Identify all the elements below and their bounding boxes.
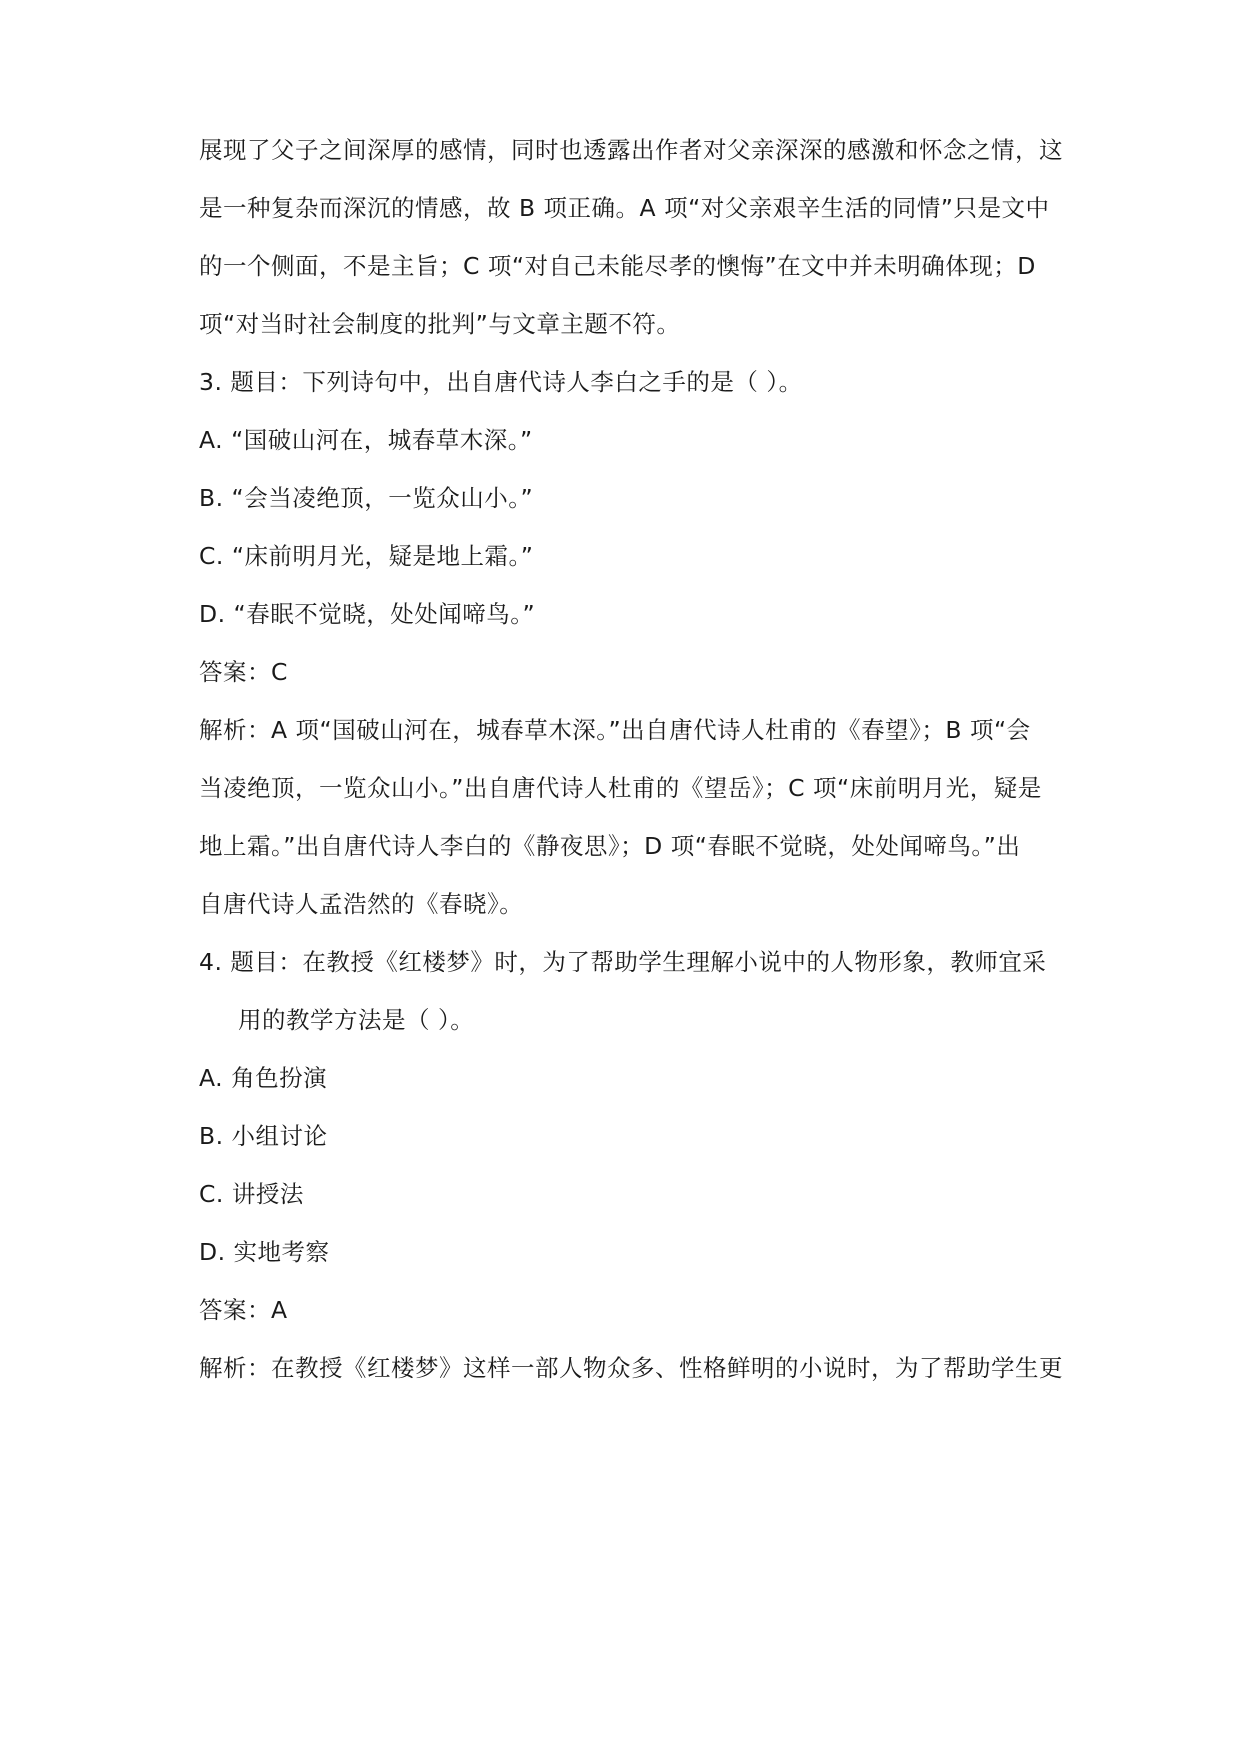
q3-option-d: D. “春眠不觉晓，处处闻啼鸟。” [199, 600, 536, 628]
q3-analysis-line-1: 解析：A 项“国破山河在，城春草木深。”出自唐代诗人杜甫的《春望》；B 项“会 [199, 716, 1031, 744]
q3-analysis-line-4: 自唐代诗人孟浩然的《春晓》。 [199, 890, 524, 918]
q4-question-line-1: 4. 题目：在教授《红楼梦》时，为了帮助学生理解小说中的人物形象，教师宜采 [199, 948, 1047, 976]
q4-option-a: A. 角色扮演 [199, 1064, 328, 1092]
q4-option-d: D. 实地考察 [199, 1238, 330, 1266]
q2-analysis-line-1: 展现了父子之间深厚的感情，同时也透露出作者对父亲深深的感激和怀念之情，这 [199, 136, 1063, 164]
q3-analysis-line-3: 地上霜。”出自唐代诗人李白的《静夜思》；D 项“春眠不觉晓，处处闻啼鸟。”出 [199, 832, 1021, 860]
q4-answer: 答案：A [199, 1296, 288, 1324]
q4-option-c: C. 讲授法 [199, 1180, 304, 1208]
q3-analysis-line-2: 当凌绝顶，一览众山小。”出自唐代诗人杜甫的《望岳》；C 项“床前明月光，疑是 [199, 774, 1042, 802]
q4-option-b: B. 小组讨论 [199, 1122, 328, 1150]
q2-analysis-line-4: 项“对当时社会制度的批判”与文章主题不符。 [199, 310, 681, 338]
q3-option-a: A. “国破山河在，城春草木深。” [199, 426, 533, 454]
q2-analysis-line-2: 是一种复杂而深沉的情感，故 B 项正确。A 项“对父亲艰辛生活的同情”只是文中 [199, 194, 1050, 222]
q3-question: 3. 题目：下列诗句中，出自唐代诗人李白之手的是（ ）。 [199, 368, 803, 396]
q4-question-line-2: 用的教学方法是（ ）。 [238, 1006, 475, 1034]
q3-answer: 答案：C [199, 658, 288, 686]
q2-analysis-line-3: 的一个侧面，不是主旨；C 项“对自己未能尽孝的懊悔”在文中并未明确体现；D [199, 252, 1036, 280]
q3-option-b: B. “会当凌绝顶，一览众山小。” [199, 484, 534, 512]
q3-option-c: C. “床前明月光，疑是地上霜。” [199, 542, 534, 570]
q4-analysis-line-1: 解析：在教授《红楼梦》这样一部人物众多、性格鲜明的小说时，为了帮助学生更 [199, 1354, 1063, 1382]
